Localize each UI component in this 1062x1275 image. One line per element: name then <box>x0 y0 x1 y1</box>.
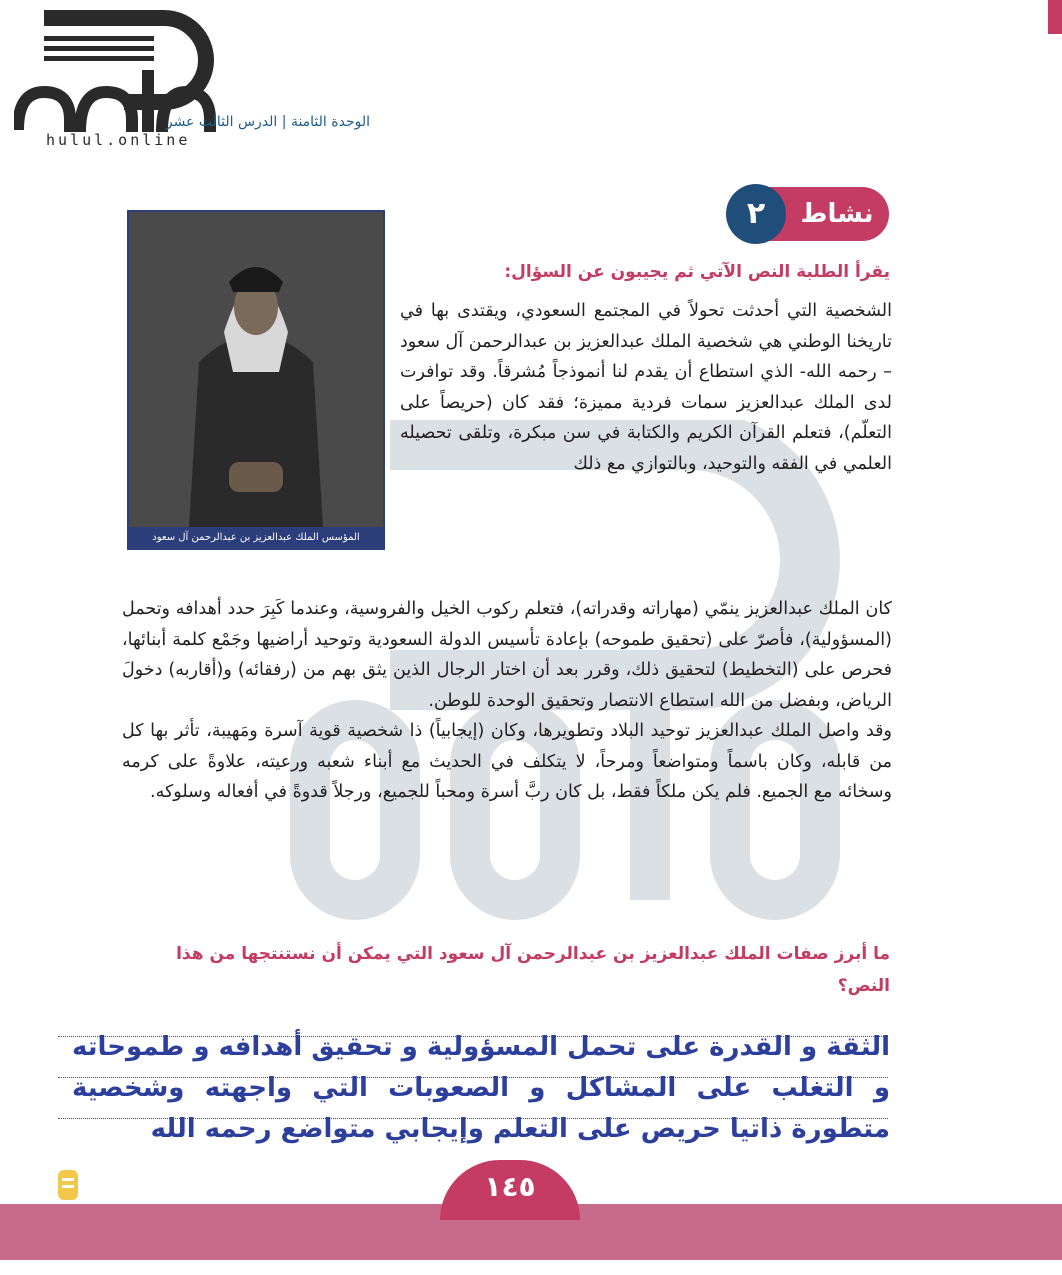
portrait-frame <box>127 210 385 550</box>
portrait-illustration <box>129 212 383 527</box>
portrait-caption: المؤسس الملك عبدالعزيز بن عبدالرحمن آل سعود <box>129 528 383 548</box>
instruction-text: يقرأ الطلبة النص الآتي ثم يجيبون عن السؤال: <box>504 262 890 282</box>
answer-field[interactable]: الثقة و القدرة على تحمل المسؤولية و تحقيق أهدافه و طموحاته و التغلب على المشاكل و الصعوبات التي واجهته وشخصية متطورة ذاتيا حريص على التعلم وإيجابي متواضع رحمه الله <box>72 1032 890 1144</box>
activity-label: نشاط <box>800 199 874 229</box>
passage-part-1: الشخصية التي أحدثت تحولاً في المجتمع السعودي، ويقتدى بها في تاريخنا الوطني هي شخصية الملك عبدالعزيز بن عبدالرحمن آل سعود – رحمه الله- الذي استطاع أن يقدم لنا أنموذجاً مُشرقاً. وقد توافرت لدى الملك عبدالعزيز سمات فردية مميزة؛ فقد كان (حريصاً على التعلّم)، فتعلم القرآن الكريم والكتابة في سن مبكرة، وتلقى تحصيله العلمي في الفقه والتوحيد، وبالتوازي مع ذلك <box>400 301 892 474</box>
breadcrumb: الوحدة الثامنة | الدرس الثالث عشر <box>165 114 370 130</box>
logo-url: hulul.online <box>46 131 191 149</box>
page-number: ١٤٥ <box>484 1170 536 1203</box>
portrait-photo <box>129 212 383 527</box>
passage-continuation <box>122 594 892 808</box>
activity-number: ٢ <box>726 184 786 244</box>
top-band <box>0 0 1062 6</box>
passage-part-3: وقد واصل الملك عبدالعزيز توحيد البلاد وتطويرها، وكان (إيجابياً) ذا شخصية قوية آسرة ومَهيبة، تأثر بها كل من قابله، وكان باسماً ومتواضعاً ومرحاً، لا يتكلف في الحديث مع أبناء شعبه ورعيته، علاوةً على كرمه وسخائه مع الجميع. فلم يكن ملكاً فقط، بل كان ربَّ أسرة ومحباً للجميع، ورجلاً قدوةً في أفعاله وسلوكه. <box>122 721 892 802</box>
corner-mark <box>1048 0 1062 34</box>
passage-part-2: كان الملك عبدالعزيز ينمّي (مهاراته وقدراته)، فتعلم ركوب الخيل والفروسية، وعندما كَبِرَ حدد أهدافه وتحمل (المسؤولية)، فأصرّ على (تحقيق طموحه) بإعادة تأسيس الدولة السعودية وتوحيد أراضيها وجَمْع كلمة أبنائها، فحرص على (التخطيط) لتحقيق ذلك، وقرر بعد أن اختار الرجال الذين يثق بهم من (رفقائه) و(أقاربه) دخولَ الرياض، وبفضل من الله استطاع الانتصار وتحقيق الوحدة للوطن. <box>122 599 892 711</box>
book-emblem-icon <box>56 1168 80 1202</box>
question-text: ما أبرز صفات الملك عبدالعزيز بن عبدالرحمن آل سعود التي يمكن أن نستنتجها من هذا النص؟ <box>176 944 890 996</box>
